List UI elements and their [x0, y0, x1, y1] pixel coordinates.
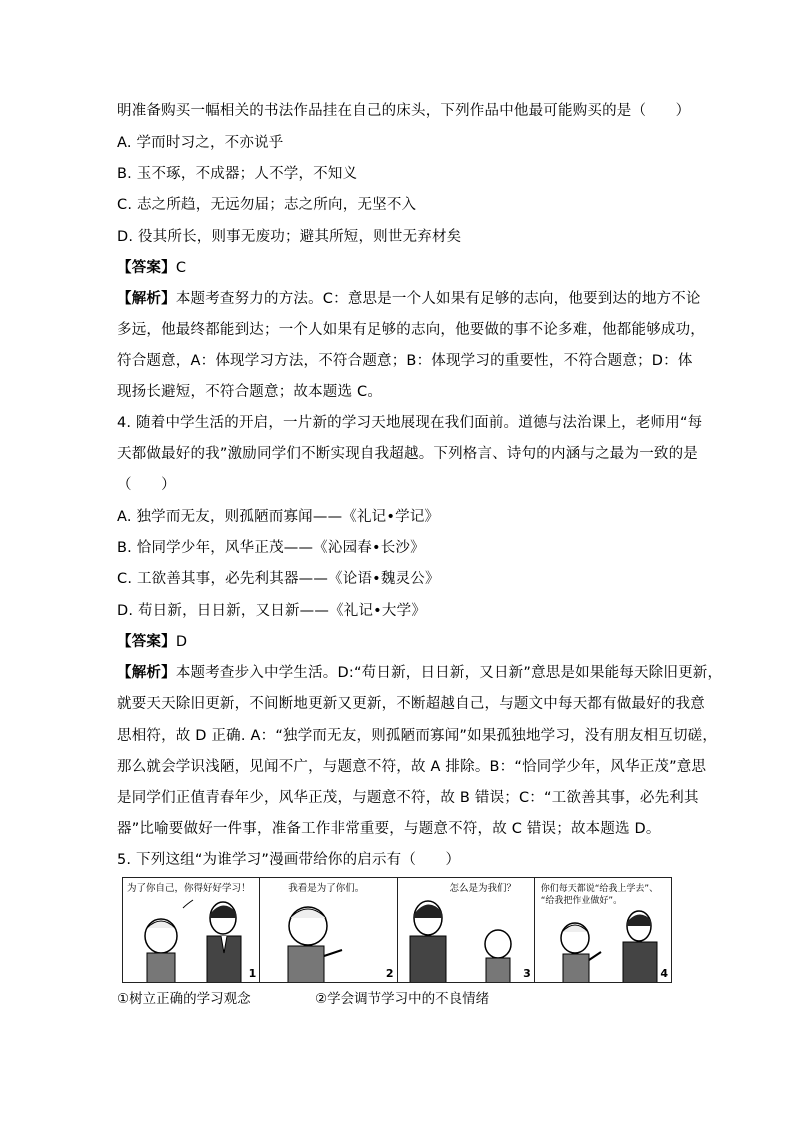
comic-panel-3 — [398, 878, 535, 982]
panel-number: 3 — [523, 967, 531, 980]
answer-value: C — [175, 260, 187, 276]
q4-analysis-line: 思相符，故 D 正确. A：“独学而无友，则孤陋而寡闻”如果孤独地学习，没有朋友相互切磋， — [117, 728, 718, 744]
q3-analysis-line: 多远，他最终都能到达；一个人如果有足够的志向，他要做的事不论多难，他都能够成功， — [117, 322, 705, 338]
q4-stem-line: 天都做最好的我”激励同学们不断实现自我超越。下列格言、诗句的内涵与之最为一致的是 — [117, 446, 699, 462]
q3-option-b: B. 玉不琢，不成器；人不学，不知义 — [117, 166, 358, 182]
answer-label: 【答案】 — [117, 634, 176, 650]
q3-option-a: A. 学而时习之，不亦说乎 — [117, 135, 284, 151]
cartoon-figures-illustration — [398, 878, 535, 982]
q4-analysis-line: 就要天天除旧更新，不间断地更新又更新，不断超越自己，与题文中每天都有做最好的我意 — [117, 696, 705, 712]
q4-analysis-line: 那么就会学识浅陋，见闻不广，与题意不符，故 A 排除。B：“恰同学少年，风华正茂”意思 — [117, 759, 707, 775]
q4-option-a: A. 独学而无友，则孤陋而寡闻——《礼记•学记》 — [117, 509, 440, 525]
q4-option-d: D. 苟日新，日日新，又日新——《礼记•大学》 — [117, 603, 427, 619]
panel-number: 4 — [660, 967, 668, 980]
q3-stem-tail: 明准备购买一幅相关的书法作品挂在自己的床头，下列作品中他最可能购买的是（ ） — [117, 103, 691, 119]
speech-bubble: 我看是为了你们。 — [288, 883, 365, 894]
speech-bubble: 怎么是为我们？ — [449, 883, 517, 894]
speech-bubble: 为了你自己，你得好好学习！ — [127, 883, 251, 894]
q4-stem-line: （ ） — [117, 477, 176, 493]
comic-panel-1 — [123, 878, 260, 982]
comic-panel-2 — [260, 878, 397, 982]
q4-analysis-line: 是同学们正值青春年少，风华正茂，与题意不符，故 B 错误；C：“工欲善其事，必先利其 — [117, 790, 699, 806]
q3-option-c: C. 志之所趋，无远勿届；志之所向，无坚不入 — [117, 197, 417, 213]
q4-option-b: B. 恰同学少年，风华正茂——《沁园春•长沙》 — [117, 540, 425, 556]
answer-value: D — [175, 634, 188, 650]
q3-analysis-line — [117, 289, 701, 309]
analysis-text: 本题考查步入中学生活。D:“苟日新，日日新，又日新”意思是如果能每天除旧更新， — [175, 665, 723, 681]
q5-choice-2: ②学会调节学习中的不良情绪 — [315, 991, 490, 1007]
q3-answer — [117, 258, 186, 278]
analysis-label: 【解析】 — [117, 665, 176, 681]
q4-analysis-line — [117, 663, 722, 683]
q4-answer — [117, 632, 187, 652]
q4-option-c: C. 工欲善其事，必先利其器——《论语•魏灵公》 — [117, 571, 440, 587]
comic-strip — [122, 877, 672, 983]
q4-analysis-line: 器”比喻要做好一件事，准备工作非常重要，与题意不符，故 C 错误；故本题选 D。 — [117, 821, 661, 837]
speech-bubble: 你们每天都说“给我上学去”、 “给我把作业做好”。 — [540, 884, 659, 906]
q3-option-d: D. 役其所长，则事无废功；避其所短，则世无弃材矣 — [117, 229, 462, 245]
q5-choice-1: ①树立正确的学习观念 — [117, 991, 251, 1007]
cartoon-figures-illustration — [123, 878, 260, 982]
q3-analysis-line: 现扬长避短，不符合题意；故本题选 C。 — [117, 384, 383, 400]
analysis-text: 本题考查努力的方法。C：意思是一个人如果有足够的志向，他要到达的地方不论 — [175, 291, 701, 307]
analysis-label: 【解析】 — [117, 291, 176, 307]
q5-stem: 5. 下列这组“为谁学习”漫画带给你的启示有（ ） — [117, 852, 461, 868]
q3-analysis-line: 符合题意，A：体现学习方法，不符合题意；B：体现学习的重要性，不符合题意；D：体 — [117, 353, 693, 369]
cartoon-figures-illustration — [535, 878, 671, 982]
panel-number: 1 — [248, 967, 257, 980]
cartoon-figures-illustration — [260, 878, 397, 982]
comic-panel-4 — [535, 878, 671, 982]
panel-number: 2 — [385, 967, 394, 980]
answer-label: 【答案】 — [117, 260, 176, 276]
q4-stem-line: 4. 随着中学生活的开启，一片新的学习天地展现在我们面前。道德与法治课上，老师用“每 — [117, 415, 703, 431]
